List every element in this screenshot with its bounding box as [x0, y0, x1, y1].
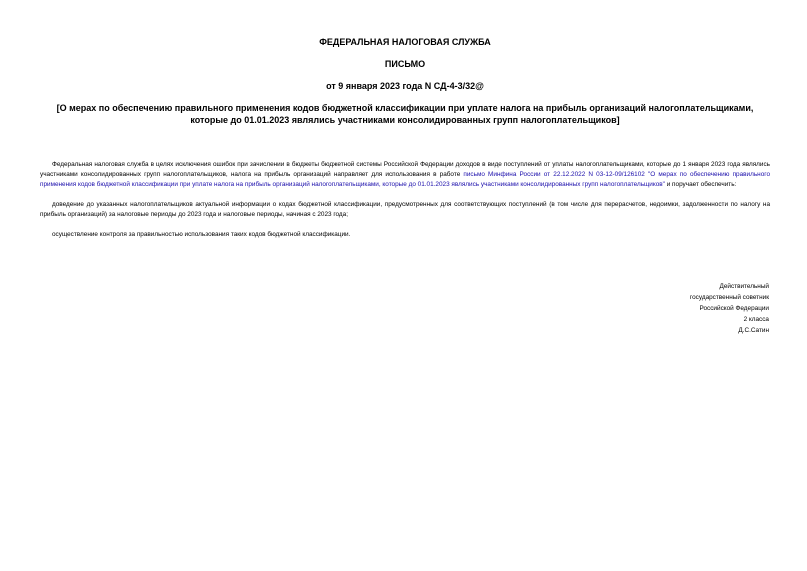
signatory-name: Д.С.Сатин — [738, 327, 769, 334]
signature-rank-line1: Действительный — [719, 283, 769, 290]
paragraph-intro-start: Федеральная налоговая служба в целях исключения ошибок при зачислении в бюджеты бюджетной системы Российской Федерации доходов в виде поступлений от уплаты налогоплательщиками, которые до 1 января 2023 года являлись участниками консолидированных групп налогоплательщиков, налога на прибыль организаций направляет для использования в работе — [40, 161, 770, 178]
document-date-number: от 9 января 2023 года N СД-4-3/32@ — [326, 81, 484, 91]
signature-rank-line4: 2 класса — [743, 316, 769, 323]
signature-rank-line2: государственный советник — [689, 294, 769, 301]
signature-block — [690, 281, 769, 336]
paragraph-intro — [40, 160, 770, 190]
signature-rank-line3: Российской Федерации — [699, 305, 769, 312]
paragraph-intro-end: и поручает обеспечить: — [664, 181, 737, 188]
paragraph-inform-taxpayers: доведение до указанных налогоплательщиков актуальной информации о кодах бюджетной классификации, предусмотренных для соответствующих поступлений (в том числе для перерасчетов, недоимки, задолженности по налогу на прибыль организаций) за налоговые периоды до 2023 года и налоговые периоды, начиная с 2023 года; — [40, 201, 770, 218]
document-title: [О мерах по обеспечению правильного применения кодов бюджетной классификации при уплате налога на прибыль организаций налогоплательщиками, которые до 01.01.2023 являлись участниками консолидированных групп налогоплательщиков] — [56, 103, 754, 125]
ministry-letter-link[interactable]: письмо Минфина России от 22.12.2022 N 03-12-09/126102 "О мерах по обеспечению правильного применения кодов бюджетной классификации при уплате налога на прибыль организаций налогоплательщиками, которые до 01.01.2023 являлись участниками консолидированных групп налогоплательщиков" — [40, 171, 771, 188]
document-page — [40, 36, 770, 240]
document-body — [40, 160, 770, 240]
document-type: ПИСЬМО — [384, 59, 426, 69]
agency-name: ФЕДЕРАЛЬНАЯ НАЛОГОВАЯ СЛУЖБА — [319, 37, 491, 47]
paragraph-control: осуществление контроля за правильностью использования таких кодов бюджетной классификации. — [52, 231, 351, 238]
